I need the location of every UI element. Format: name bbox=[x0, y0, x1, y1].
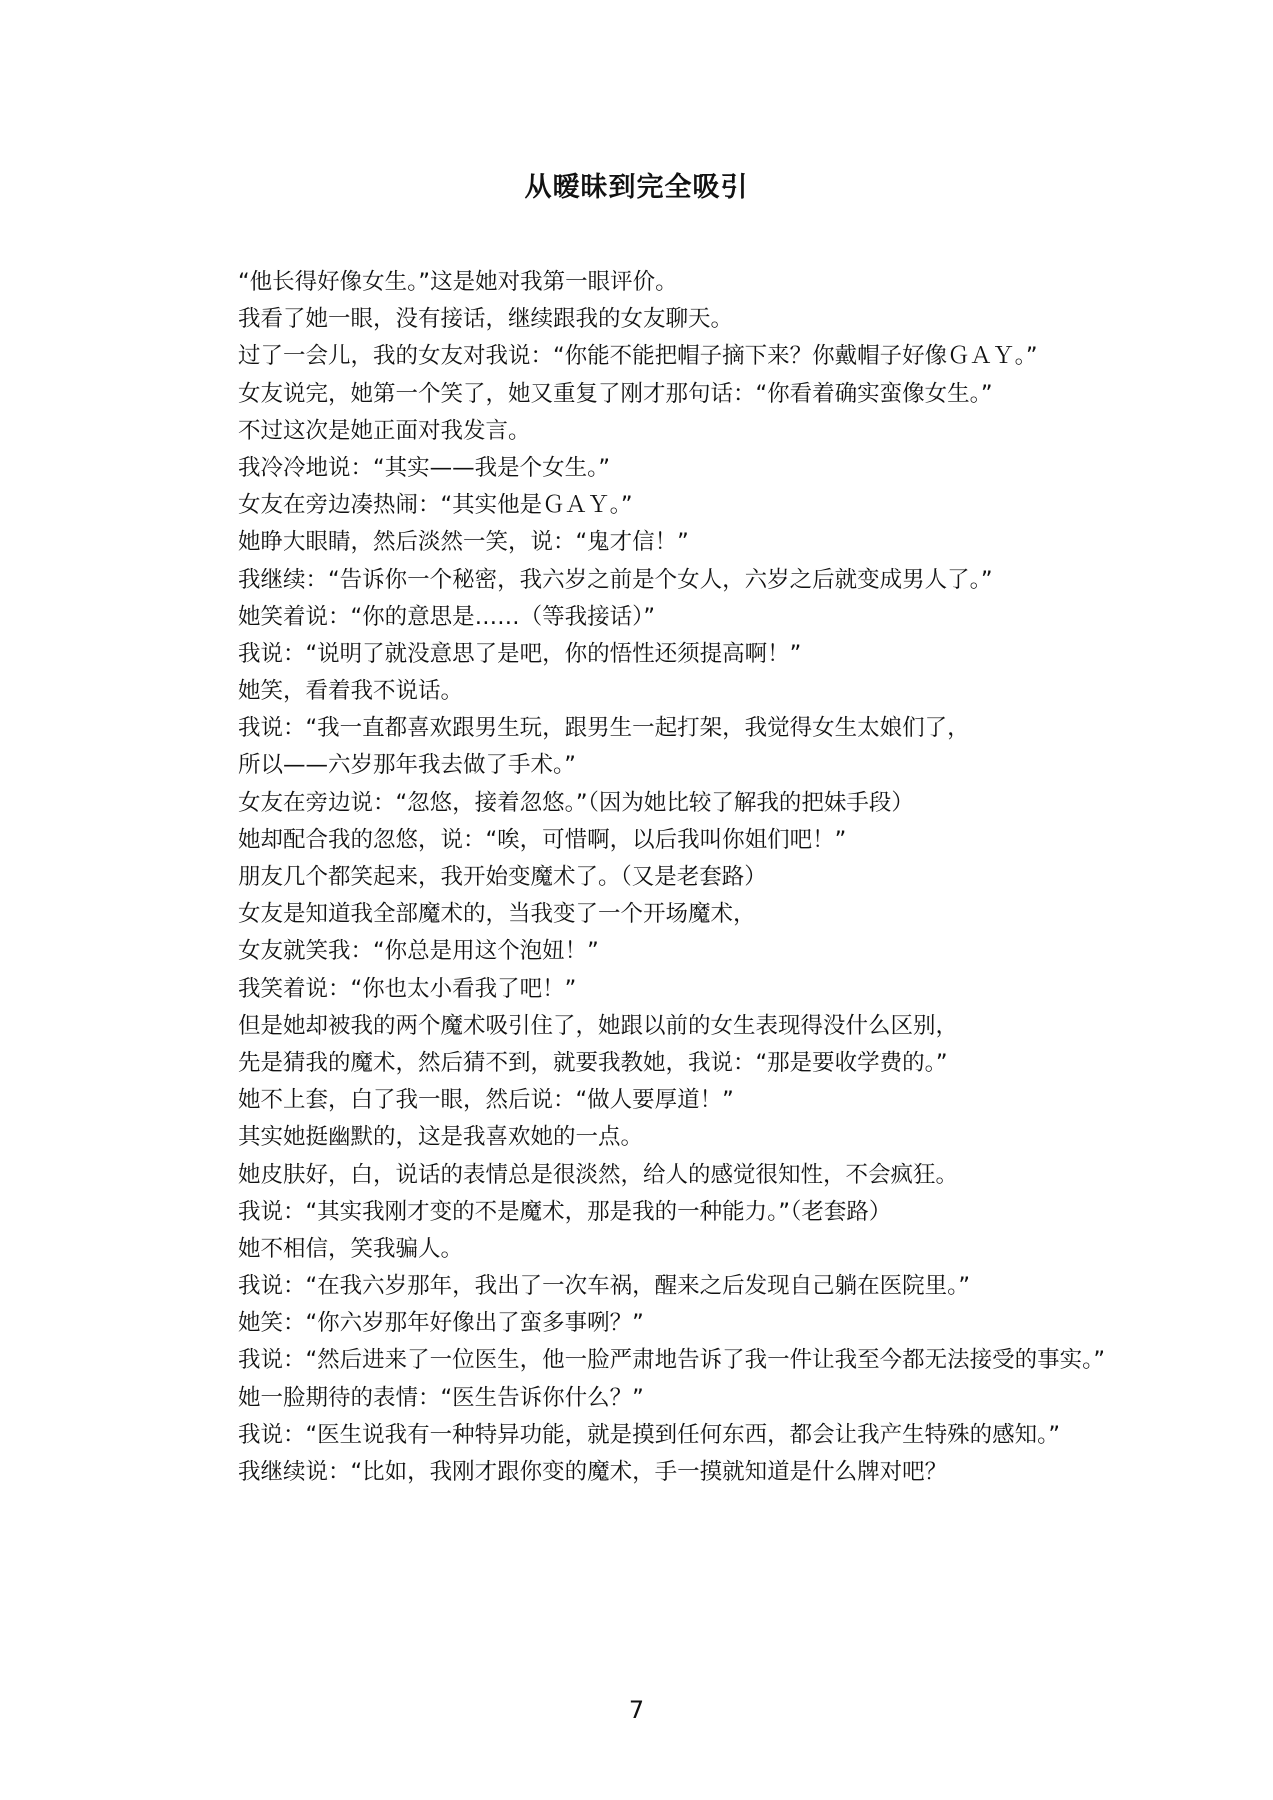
text-line: 她不相信，笑我骗人。 bbox=[238, 1235, 464, 1262]
text-line: 她却配合我的忽悠，说：“唉，可惜啊，以后我叫你姐们吧！” bbox=[238, 826, 847, 853]
text-line: 我说：“医生说我有一种特异功能，就是摸到任何东西，都会让我产生特殊的感知。” bbox=[238, 1421, 1061, 1448]
text-line: 她一脸期待的表情：“医生告诉你什么？” bbox=[238, 1384, 644, 1411]
text-line: 过了一会儿，我的女友对我说：“你能不能把帽子摘下来？你戴帽子好像ＧＡＹ。” bbox=[238, 343, 1038, 370]
text-line: 女友说完，她第一个笑了，她又重复了刚才那句话：“你看着确实蛮像女生。” bbox=[238, 380, 993, 407]
text-line: 我继续说：“比如，我刚才跟你变的魔术，手一摸就知道是什么牌对吧？ bbox=[238, 1459, 948, 1485]
text-line: 我看了她一眼，没有接话，继续跟我的女友聊天。 bbox=[238, 306, 734, 333]
text-line: 我说：“我一直都喜欢跟男生玩，跟男生一起打架，我觉得女生太娘们了， bbox=[238, 715, 970, 742]
page-number: 7 bbox=[628, 1696, 645, 1724]
text-line: 女友在旁边说：“忽悠，接着忽悠。”（因为她比较了解我的把妹手段） bbox=[238, 789, 914, 816]
text-line: 她笑，看着我不说话。 bbox=[238, 678, 464, 705]
text-line: 我笑着说：“你也太小看我了吧！” bbox=[238, 975, 577, 1002]
text-line: 我说：“然后进来了一位医生，他一脸严肃地告诉了我一件让我至今都无法接受的事实。” bbox=[238, 1347, 1106, 1374]
text-line: 所以——六岁那年我去做了手术。” bbox=[238, 752, 576, 779]
text-line: 女友就笑我：“你总是用这个泡妞！” bbox=[238, 938, 599, 965]
text-line: 我继续：“告诉你一个秘密，我六岁之前是个女人，六岁之后就变成男人了。” bbox=[238, 566, 993, 593]
text-line: 她笑着说：“你的意思是……（等我接话）” bbox=[238, 603, 656, 630]
text-line: 我说：“说明了就没意思了是吧，你的悟性还须提高啊！” bbox=[238, 640, 802, 667]
text-line: 先是猜我的魔术，然后猜不到，就要我教她，我说：“那是要收学费的。” bbox=[238, 1049, 948, 1076]
text-line: 女友在旁边凑热闹：“其实他是ＧＡＹ。” bbox=[238, 492, 633, 519]
page-title: 从暧昧到完全吸引 bbox=[524, 172, 749, 203]
text-line: 她不上套，白了我一眼，然后说：“做人要厚道！” bbox=[238, 1087, 734, 1114]
text-line: 她睁大眼睛，然后淡然一笑，说：“鬼才信！” bbox=[238, 529, 689, 556]
text-line: 她笑：“你六岁那年好像出了蛮多事咧？” bbox=[238, 1310, 644, 1337]
text-line: 朋友几个都笑起来，我开始变魔术了。（又是老套路） bbox=[238, 864, 767, 890]
text-line: 不过这次是她正面对我发言。 bbox=[238, 417, 531, 444]
text-line: 她皮肤好，白，说话的表情总是很淡然，给人的感觉很知性，不会疯狂。 bbox=[238, 1161, 959, 1188]
text-line: 我说：“其实我刚才变的不是魔术，那是我的一种能力。”（老套路） bbox=[238, 1198, 892, 1225]
text-line: 我说：“在我六岁那年，我出了一次车祸，醒来之后发现自己躺在医院里。” bbox=[238, 1273, 971, 1300]
text-line: 但是她却被我的两个魔术吸引住了，她跟以前的女生表现得没什么区别， bbox=[238, 1012, 959, 1039]
body-text bbox=[238, 264, 1198, 1491]
text-line: 我冷冷地说：“其实——我是个女生。” bbox=[238, 454, 611, 481]
text-line: 其实她挺幽默的，这是我喜欢她的一点。 bbox=[238, 1124, 644, 1151]
text-line: 女友是知道我全部魔术的，当我变了一个开场魔术， bbox=[238, 901, 756, 928]
text-line: “他长得好像女生。”这是她对我第一眼评价。 bbox=[238, 269, 678, 295]
